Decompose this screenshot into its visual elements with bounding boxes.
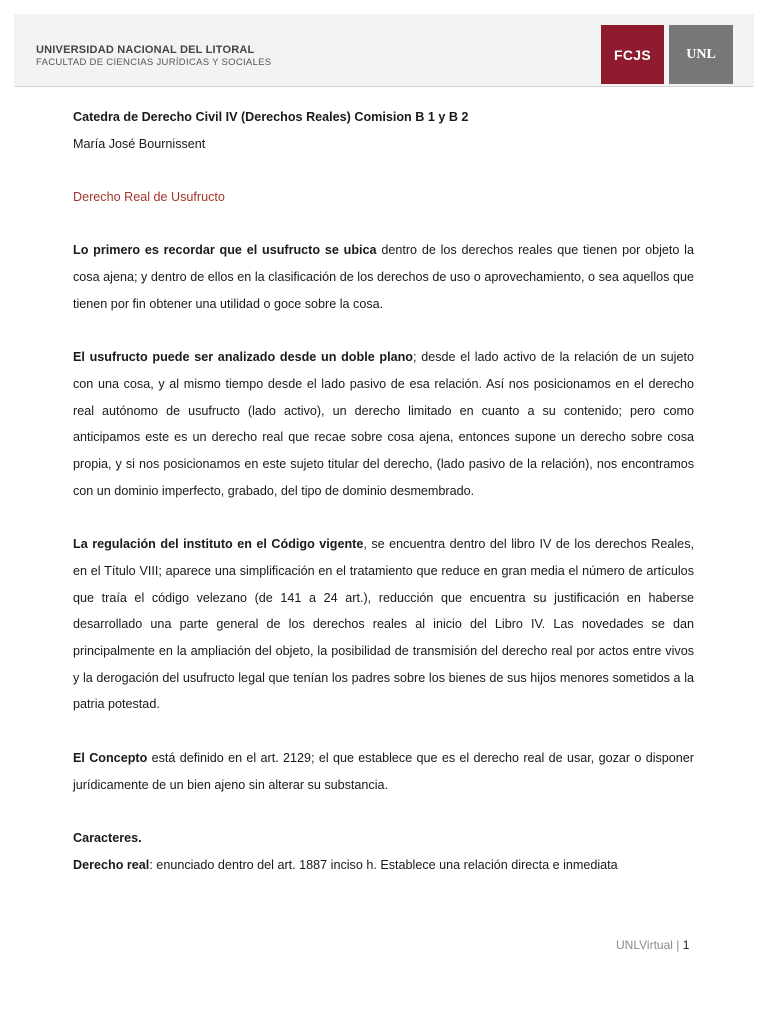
footer-brand: UNLVirtual <box>616 938 673 952</box>
paragraph-doble-plano <box>73 344 694 504</box>
paragraph-regulacion <box>73 531 694 718</box>
paragraph-concepto <box>73 745 694 798</box>
paragraph-ubicacion <box>73 237 694 317</box>
page-footer <box>616 938 689 952</box>
paragraph-text: ; desde el lado activo de la relación de un sujeto con una cosa, y al mismo tiempo desde el lado pasivo de esa relación. Así nos posicionamos en el derecho real autónomo de usufructo (lado activo), un derecho limitado en cuanto a su contenido; pero como anticipamos este es un derecho real que recae sobre cosa ajena, entonces supone un derecho sobre cosa propia, y si nos posicionamos en este sujeto titular del derecho, (lado pasivo de la relación), nos encontramos con un dominio imperfecto, grabado, del tipo de dominio desmembrado. <box>73 350 694 498</box>
paragraph-lead: Derecho real <box>73 857 150 872</box>
faculty-name: FACULTAD DE CIENCIAS JURÍDICAS Y SOCIALES <box>36 57 272 68</box>
paragraph-derecho-real <box>73 852 694 879</box>
section-title: Derecho Real de Usufructo <box>73 190 225 205</box>
footer-separator: | <box>672 938 683 952</box>
document-body <box>73 104 694 878</box>
unl-logo: UNL <box>669 25 733 84</box>
caracteres-heading: Caracteres. <box>73 830 142 845</box>
author-name: María José Bournissent <box>73 136 206 151</box>
page-number: 1 <box>682 938 690 952</box>
fcjs-logo: FCJS <box>601 25 664 84</box>
paragraph-text: está definido en el art. 2129; el que establece que es el derecho real de usar, gozar o disponer jurídicamente de un bien ajeno sin alterar su substancia. <box>73 750 694 792</box>
paragraph-text: dentro de los derechos reales que tienen por objeto la cosa ajena; y dentro de ellos en la clasificación de los derechos de uso o aprovechamiento, o sea aquellos que tienen por fin obtener una utilidad o goce sobre la cosa. <box>73 243 694 311</box>
page-header <box>14 14 754 87</box>
paragraph-text: : enunciado dentro del art. 1887 inciso h. Establece una relación directa e inmediata <box>149 857 618 872</box>
paragraph-lead: Lo primero es recordar que el usufructo se ubica <box>73 243 377 258</box>
paragraph-lead: El Concepto <box>73 750 148 765</box>
paragraph-lead: El usufructo puede ser analizado desde un doble plano <box>73 350 413 365</box>
paragraph-lead: La regulación del instituto en el Código vigente <box>73 537 364 552</box>
paragraph-text: , se encuentra dentro del libro IV de los derechos Reales, en el Título VIII; aparece una simplificación en el tratamiento que reduce en gran media el número de artículos que traía el código velezano (de 141 a 24 art.), reducción que encuentra su justificación en haberse desarrollado una parte general de los derechos reales al inicio del Libro IV. Las novedades se dan principalmente en la ampliación del objeto, la posibilidad de transmisión del derecho real por actos entre vivos y la derogación del usufructo legal que tenían los padres sobre los bienes de sus hijos menores sometidos a la patria potestad. <box>73 537 694 712</box>
course-title: Catedra de Derecho Civil IV (Derechos Reales) Comision B 1 y B 2 <box>73 110 469 124</box>
university-name: UNIVERSIDAD NACIONAL DEL LITORAL <box>36 44 255 56</box>
